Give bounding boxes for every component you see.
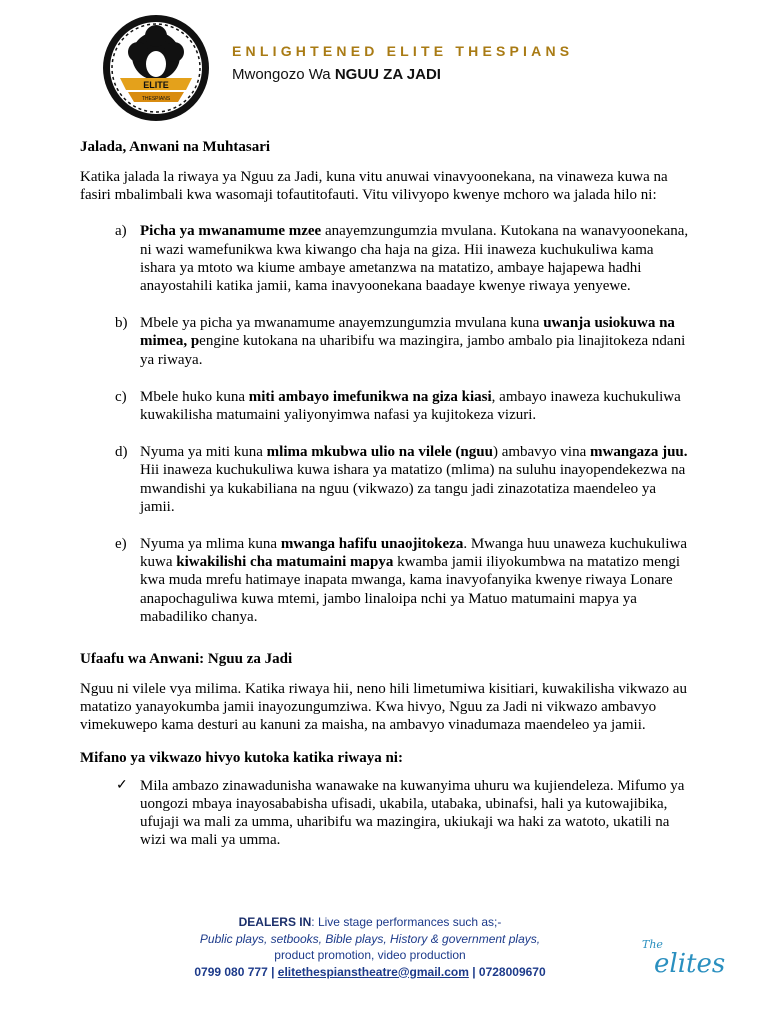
section-subheading-mifano: Mifano ya vikwazo hivyo kutoka katika riwaya ni: — [80, 749, 403, 766]
bold-text: mlima mkubwa ulio na vilele (nguu — [266, 444, 493, 461]
list-item — [80, 443, 692, 516]
body-text: Hii inaweza kuchukuliwa kuwa ishara ya matatizo (mlima) na suluhu inayopendekezwa na mwandishi ya kukabiliana na nguu (vikwazo) za tangu jadi zinazotatiza maendeleo ya jamii. — [140, 462, 686, 515]
list-item — [80, 314, 692, 369]
body-text: kwamba jamii iliyokumbwa na matatizo mengi kwa muda mrefu hatimaye inapata mwanga, kama inavyofanyika kwenye riwaya Lonare anapochaguliwa kuwa mtemi, jambo linaloipa nchi ya Matuo matumaini mapya ya mabadiliko chanya. — [140, 554, 680, 625]
body-text: . Mwanga huu unaweza kuchukuliwa kuwa — [140, 536, 688, 571]
body-text: anayemzungumzia mvulana. Kutokana na wanavyoonekana, ni wazi wamefunikwa kwa kiwango cha haja na giza. Hii inaweza kuchukuliwa kama ishara ya mtoto wa kiume ambaye ametanzwa na matatizo, ambaye hajapewa hadhi anayostahili katika jamii, kama inavyoonekana baadaye kwenye riwaya yenyewe. — [140, 223, 689, 295]
bold-text: mwangaza juu. — [590, 444, 688, 461]
document-body — [80, 138, 692, 849]
check-mark-icon: ✓ — [116, 777, 128, 793]
body-text: Mbele huko kuna — [140, 388, 249, 405]
list-item — [80, 222, 692, 295]
ufaafu-paragraph: Nguu ni vilele vya milima. Katika riwaya hii, neno hili limetumiwa kisitiari, kuwakilisha vikwazo au matatizo yanayokumba jamii inayozungumziwa. Kwa hivyo, Nguu za Jadi ni vikwazo ambavyo vimekuwepo kama desturi au kanuni za maisha, na ambavyo vinadumaza maendeleo ya jamii. — [80, 681, 687, 734]
body-text: ) ambavyo vina — [492, 444, 591, 461]
bold-text: kiwakilishi cha matumaini mapya — [176, 554, 394, 571]
list-item — [80, 535, 692, 626]
footer — [150, 914, 590, 980]
email-link[interactable]: elitethespianstheatre@gmail.com — [277, 964, 469, 979]
bold-text: uwanja usiokuwa na mimea, p — [140, 315, 675, 350]
body-text: engine kutokana na uharibifu wa mazingira, jambo ambalo pia linajitokeza ndani ya riwaya. — [140, 333, 686, 368]
body-text: Nyuma ya mlima kuna — [140, 536, 281, 553]
bold-text: mwanga hafifu unaojitokeza — [280, 536, 464, 553]
brand-small-text: The — [642, 938, 663, 951]
subtitle-prefix: Mwongozo Wa — [232, 66, 335, 83]
section-heading-jalada: Jalada, Anwani na Muhtasari — [80, 139, 271, 155]
list-marker: e) — [115, 536, 127, 553]
footer-line-dealers — [150, 914, 590, 931]
dealers-label: DEALERS IN — [238, 915, 312, 929]
document-subtitle — [232, 66, 441, 83]
brand-big-text: elites — [654, 949, 726, 979]
bold-text: Picha ya mwanamume mzee — [140, 223, 322, 240]
phone-number-1: 0799 080 777 — [194, 964, 268, 979]
footer-line-production: product promotion, video production — [274, 948, 466, 962]
list-item — [80, 388, 692, 424]
body-text: Nyuma ya miti kuna — [140, 444, 267, 461]
separator: | — [468, 964, 479, 979]
list-marker: d) — [115, 444, 128, 461]
list-marker: b) — [115, 315, 128, 332]
the-elites-brand-logo — [640, 930, 740, 980]
footer-line-plays — [150, 931, 590, 948]
elite-thespians-logo — [100, 12, 212, 124]
bold-text: miti ambayo imefunikwa na giza kiasi — [248, 388, 492, 405]
footer-line-contacts — [150, 964, 590, 981]
separator: | — [267, 964, 278, 979]
footer-services: Public plays, setbooks, Bible plays, History & government plays, — [199, 931, 541, 946]
list-marker: a) — [115, 223, 127, 240]
logo-subtext: THESPIANS — [141, 96, 171, 102]
body-text: Mbele ya picha ya mwanamume anayemzungumzia mvulana kuna — [140, 315, 544, 332]
check-list-item — [80, 777, 692, 850]
intro-paragraph: Katika jalada la riwaya ya Nguu za Jadi, kuna vitu anuwai vinavyoonekana, na vinaweza kuwa na fasiri mbalimbali kwa wasomaji tofautitofauti. Vitu vilivyopo kwenye mchoro wa jalada hilo ni: — [80, 169, 668, 204]
subtitle-title: NGUU ZA JADI — [334, 66, 441, 83]
phone-number-2: 0728009670 — [478, 964, 546, 979]
list-marker: c) — [115, 388, 127, 405]
logo-emblem — [103, 15, 209, 121]
section-heading-ufaafu: Ufaafu wa Anwani: Nguu za Jadi — [80, 651, 293, 668]
org-name: ENLIGHTENED ELITE THESPIANS — [232, 43, 574, 59]
dealers-text: : Live stage performances such as;- — [311, 915, 502, 929]
check-item-text: Mila ambazo zinawadunisha wanawake na kuwanyima uhuru wa kujiendeleza. Mifumo ya uongozi mbaya inayosababisha ufisadi, ukabila, utabaka, ubinafsi, hali ya kutowajibika, ufujaji wa mali za umma, uharibifu wa mazingira, ukiukaji wa haki za watoto, ukatili na wizi wa mali ya umma. — [140, 777, 685, 849]
body-text: , ambayo inaweza kuchukuliwa kuwakilisha matumaini yaliyonyimwa nafasi ya kujitokeza vizuri. — [140, 388, 681, 424]
logo-text: ELITE — [143, 80, 169, 90]
